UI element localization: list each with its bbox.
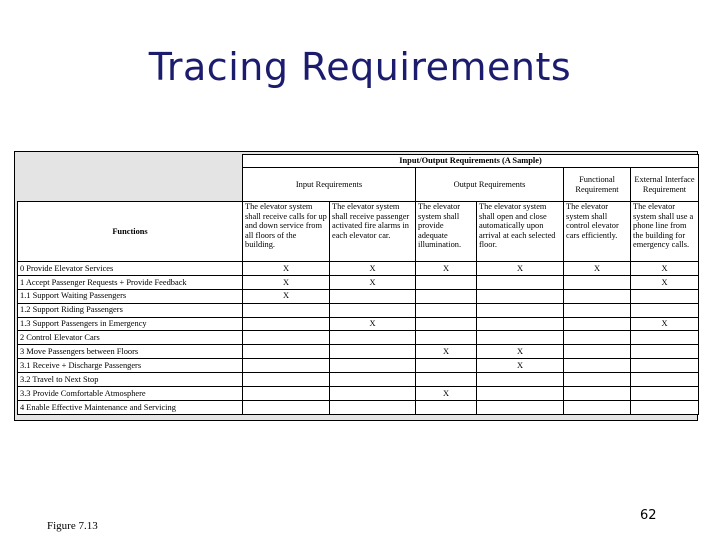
- function-label: 1.3 Support Passengers in Emergency: [18, 317, 243, 331]
- table-row: [18, 262, 699, 276]
- trace-mark-cell: [564, 275, 631, 289]
- requirement-text: The elevator system shall provide adequate illumination.: [416, 202, 477, 262]
- trace-mark-cell: X: [416, 387, 477, 401]
- trace-mark-cell: [330, 303, 416, 317]
- trace-mark-cell: [243, 359, 330, 373]
- trace-mark-cell: X: [416, 262, 477, 276]
- functional-requirement-header: Functional Requirement: [564, 168, 631, 202]
- trace-mark-cell: [631, 373, 699, 387]
- function-label: 1 Accept Passenger Requests + Provide Feedback: [18, 275, 243, 289]
- table-row: [18, 359, 699, 373]
- trace-mark-cell: [631, 387, 699, 401]
- function-label: 3.3 Provide Comfortable Atmosphere: [18, 387, 243, 401]
- function-label: 1.1 Support Waiting Passengers: [18, 289, 243, 303]
- table-row: [18, 303, 699, 317]
- trace-mark-cell: [564, 317, 631, 331]
- trace-mark-cell: [631, 400, 699, 414]
- functions-header: Functions: [18, 202, 243, 262]
- requirement-text: The elevator system shall open and close automatically upon arrival at each selected floor.: [477, 202, 564, 262]
- function-label: 0 Provide Elevator Services: [18, 262, 243, 276]
- table-header: Input/Output Requirements (A Sample): [243, 155, 699, 168]
- trace-mark-cell: [243, 303, 330, 317]
- trace-mark-cell: [477, 387, 564, 401]
- trace-mark-cell: [477, 303, 564, 317]
- requirement-text: The elevator system shall receive passenger activated fire alarms in each elevator car.: [330, 202, 416, 262]
- trace-mark-cell: [330, 289, 416, 303]
- requirements-row: [18, 202, 699, 262]
- trace-mark-cell: [631, 303, 699, 317]
- trace-mark-cell: X: [243, 275, 330, 289]
- trace-mark-cell: [416, 400, 477, 414]
- requirements-matrix: [14, 151, 698, 421]
- requirement-text: The elevator system shall receive calls for up and down service from all floors of the building.: [243, 202, 330, 262]
- trace-mark-cell: [243, 400, 330, 414]
- table-row: [18, 387, 699, 401]
- trace-mark-cell: X: [330, 275, 416, 289]
- trace-mark-cell: [243, 387, 330, 401]
- trace-mark-cell: [564, 345, 631, 359]
- output-requirements-header: Output Requirements: [416, 168, 564, 202]
- function-label: 4 Enable Effective Maintenance and Servicing: [18, 400, 243, 414]
- trace-mark-cell: [416, 303, 477, 317]
- trace-mark-cell: [243, 345, 330, 359]
- trace-mark-cell: X: [477, 359, 564, 373]
- trace-mark-cell: [564, 331, 631, 345]
- trace-mark-cell: X: [416, 345, 477, 359]
- trace-mark-cell: [330, 359, 416, 373]
- trace-mark-cell: [477, 331, 564, 345]
- trace-mark-cell: [477, 400, 564, 414]
- table-row: [18, 400, 699, 414]
- trace-mark-cell: [416, 359, 477, 373]
- trace-mark-cell: [477, 373, 564, 387]
- trace-mark-cell: [330, 331, 416, 345]
- trace-mark-cell: [416, 331, 477, 345]
- trace-mark-cell: [243, 331, 330, 345]
- table-row: [18, 373, 699, 387]
- trace-mark-cell: [631, 331, 699, 345]
- requirement-text: The elevator system shall use a phone line from the building for emergency calls.: [631, 202, 699, 262]
- trace-mark-cell: X: [477, 345, 564, 359]
- external-interface-header: External Interface Requirement: [631, 168, 699, 202]
- figure-label: Figure 7.13: [47, 520, 98, 532]
- trace-mark-cell: [330, 373, 416, 387]
- trace-mark-cell: [564, 289, 631, 303]
- table-row: [18, 345, 699, 359]
- function-label: 3.1 Receive + Discharge Passengers: [18, 359, 243, 373]
- trace-mark-cell: [631, 289, 699, 303]
- trace-mark-cell: [564, 373, 631, 387]
- function-label: 3.2 Travel to Next Stop: [18, 373, 243, 387]
- trace-mark-cell: [631, 345, 699, 359]
- trace-mark-cell: X: [330, 262, 416, 276]
- table-row: [18, 289, 699, 303]
- requirement-text: The elevator system shall control elevator cars efficiently.: [564, 202, 631, 262]
- trace-mark-cell: X: [330, 317, 416, 331]
- trace-mark-cell: [564, 387, 631, 401]
- trace-mark-cell: [330, 400, 416, 414]
- table-row: [18, 275, 699, 289]
- trace-mark-cell: X: [564, 262, 631, 276]
- slide-title: Tracing Requirements: [148, 45, 572, 89]
- trace-mark-cell: X: [631, 317, 699, 331]
- function-label: 1.2 Support Riding Passengers: [18, 303, 243, 317]
- trace-mark-cell: [564, 359, 631, 373]
- trace-mark-cell: [416, 289, 477, 303]
- input-requirements-header: Input Requirements: [243, 168, 416, 202]
- trace-mark-cell: [564, 400, 631, 414]
- trace-mark-cell: [243, 317, 330, 331]
- traceability-table: [17, 154, 699, 415]
- trace-mark-cell: X: [631, 262, 699, 276]
- trace-mark-cell: [416, 373, 477, 387]
- trace-mark-cell: X: [243, 289, 330, 303]
- function-label: 3 Move Passengers between Floors: [18, 345, 243, 359]
- trace-mark-cell: [564, 303, 631, 317]
- trace-mark-cell: [416, 275, 477, 289]
- trace-mark-cell: [631, 359, 699, 373]
- trace-mark-cell: X: [631, 275, 699, 289]
- page-number: 62: [640, 508, 657, 523]
- trace-mark-cell: [330, 387, 416, 401]
- table-row: [18, 317, 699, 331]
- trace-mark-cell: [477, 289, 564, 303]
- trace-mark-cell: [243, 373, 330, 387]
- trace-mark-cell: X: [477, 262, 564, 276]
- table-row: [18, 331, 699, 345]
- function-label: 2 Control Elevator Cars: [18, 331, 243, 345]
- trace-mark-cell: [477, 275, 564, 289]
- trace-mark-cell: [416, 317, 477, 331]
- trace-mark-cell: X: [243, 262, 330, 276]
- trace-mark-cell: [330, 345, 416, 359]
- trace-mark-cell: [477, 317, 564, 331]
